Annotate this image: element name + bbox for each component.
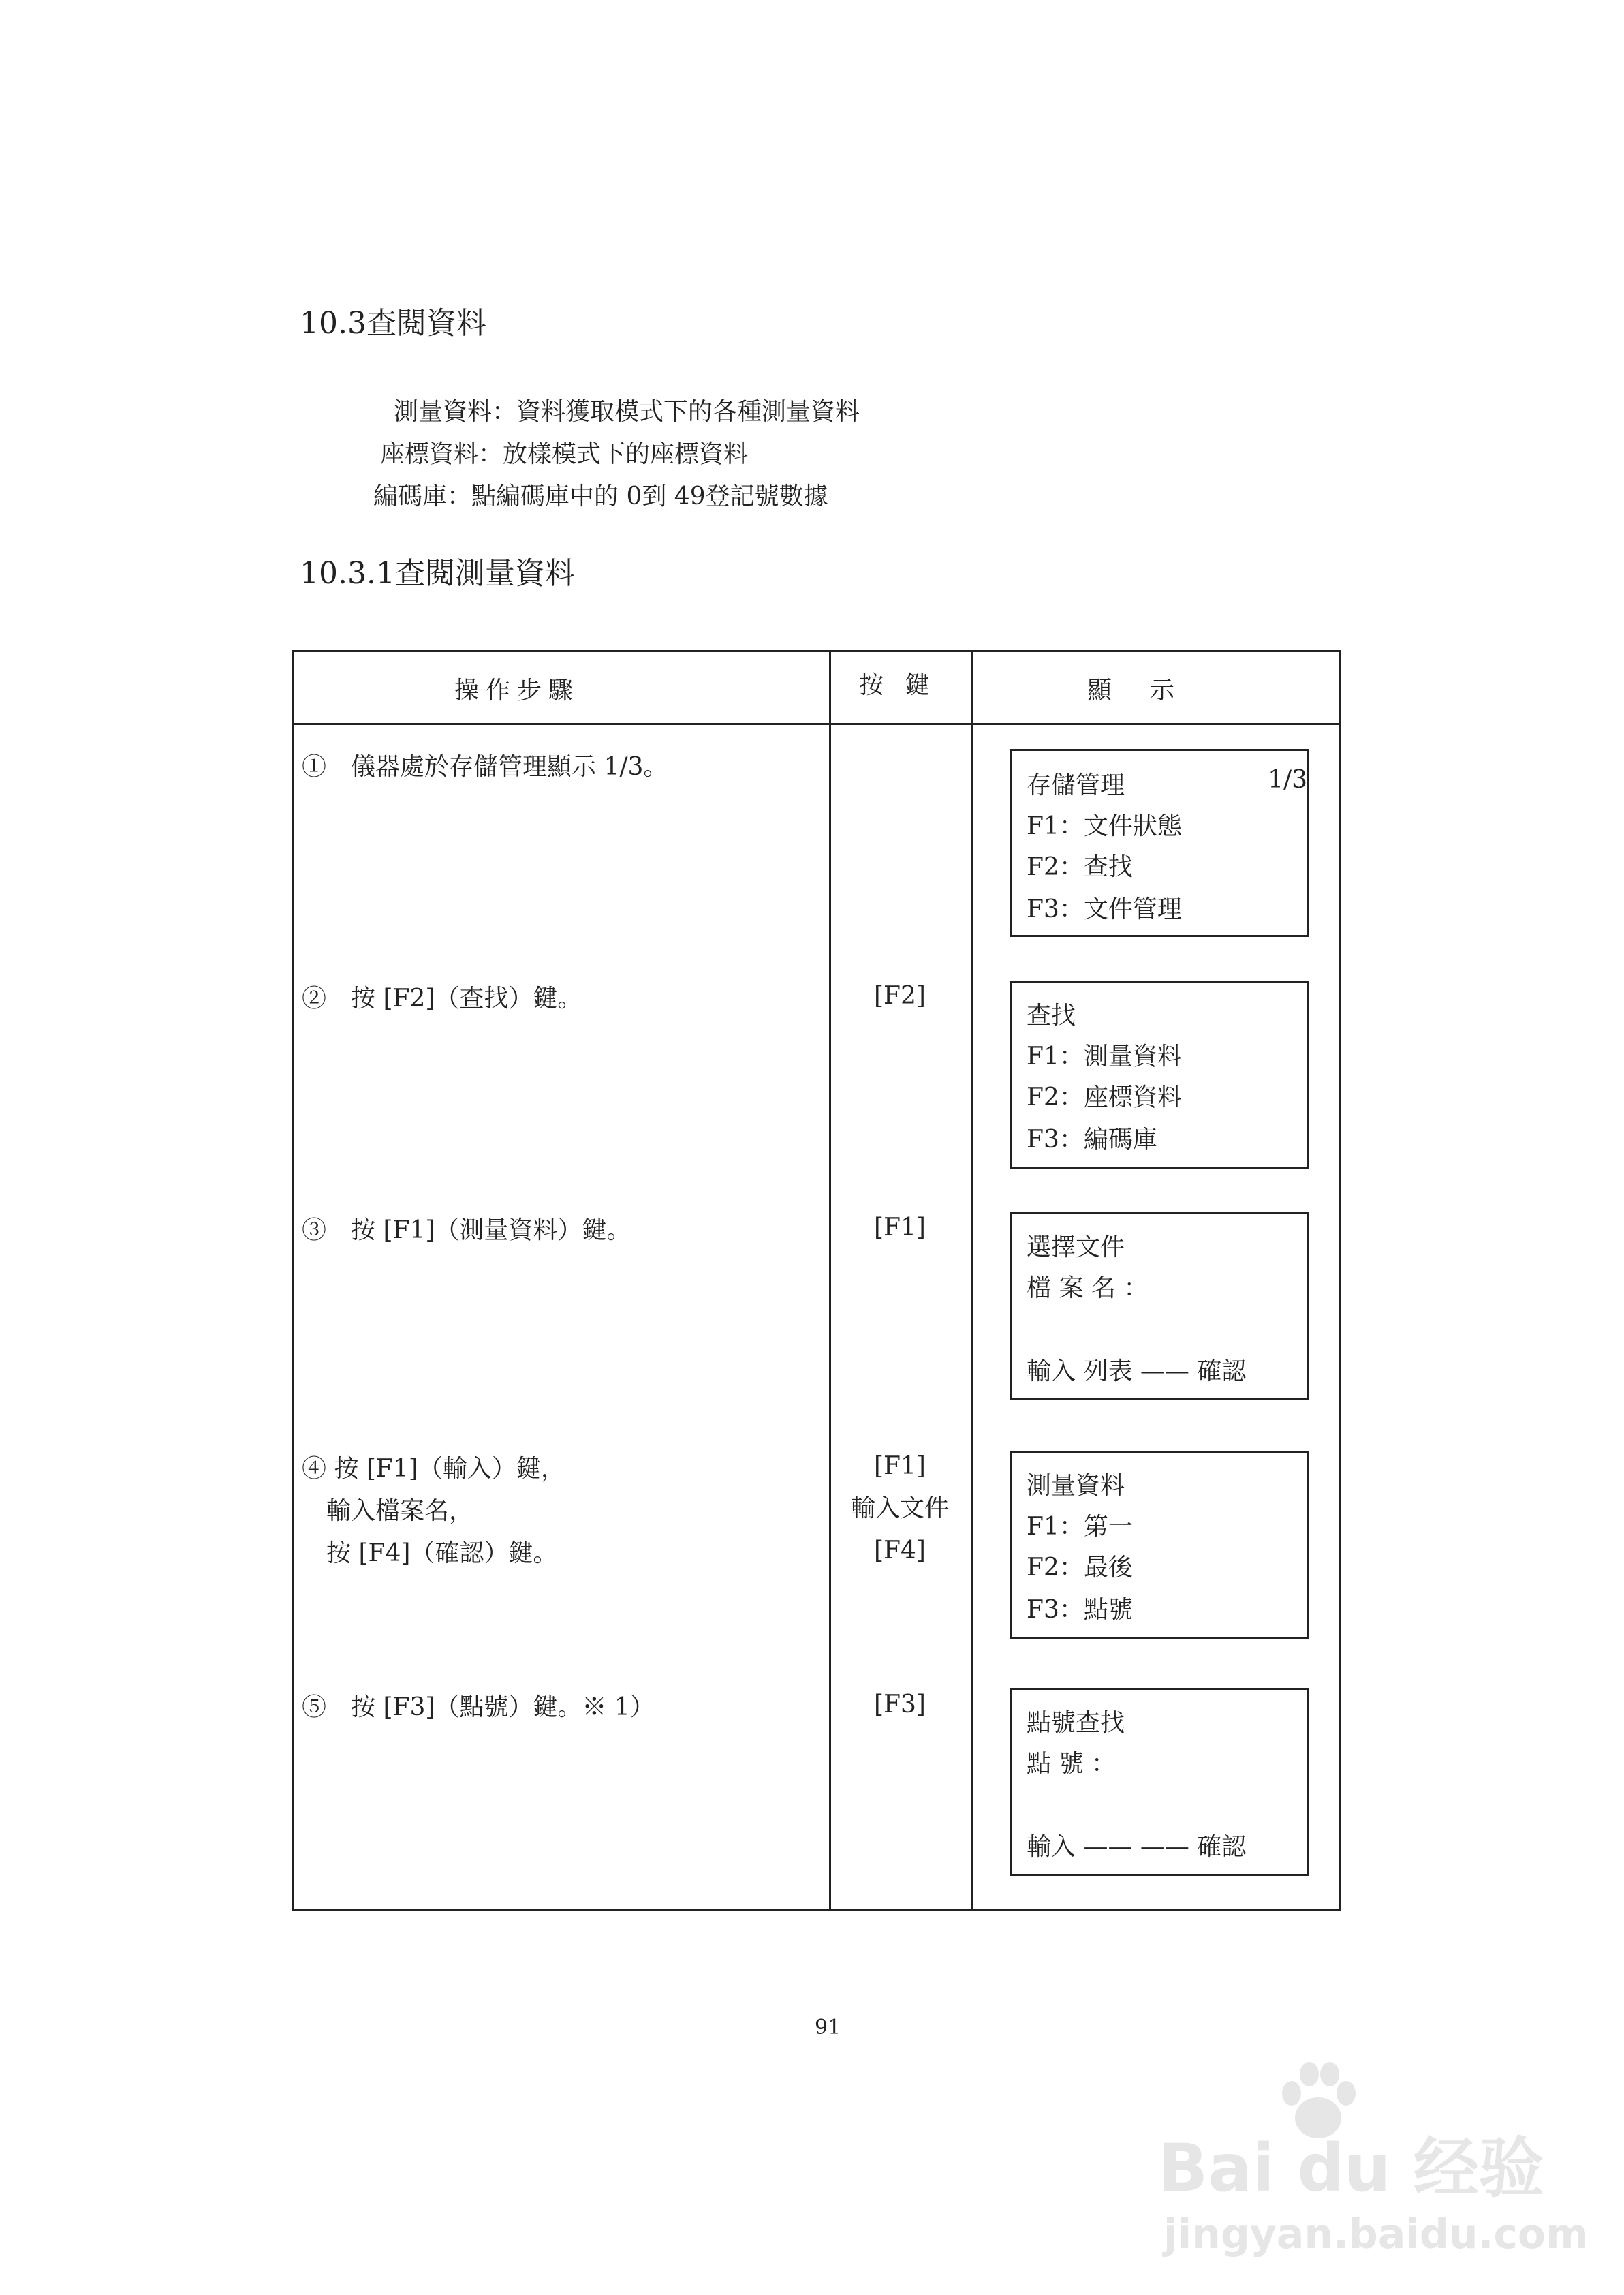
screen-title: 查找	[1027, 1002, 1076, 1030]
screen-line: F1：文件狀態	[1027, 812, 1182, 840]
screen-line: F2：最後	[1027, 1554, 1133, 1582]
header-divider	[294, 723, 1339, 725]
step-2-line: ② 按 [F2]（查找）鍵。	[302, 985, 582, 1013]
screen-page-indicator: 1/3	[1268, 766, 1307, 794]
step-1-line: ① 儀器處於存儲管理顯示 1/3。	[302, 753, 668, 781]
key-label: [F1]	[874, 1452, 926, 1480]
step-2	[302, 978, 582, 1020]
step-4-line-2: 輸入檔案名，	[302, 1497, 474, 1525]
screen-select-file	[1010, 1212, 1309, 1400]
screen-line: F3：點號	[1027, 1596, 1133, 1624]
step-5	[302, 1686, 655, 1729]
screen-softkeys: 輸入 —— —— 確認	[1027, 1833, 1247, 1861]
key-label: 輸入文件	[850, 1494, 949, 1522]
key-step-4	[829, 1445, 971, 1572]
screen-title: 測量資料	[1027, 1472, 1125, 1500]
key-step-3	[829, 1207, 971, 1249]
header-steps: 操作步驟	[454, 677, 580, 705]
screen-title: 選擇文件	[1027, 1233, 1125, 1261]
step-1	[302, 746, 668, 788]
screen-line: 檔 案 名 ：	[1027, 1274, 1149, 1302]
step-3	[302, 1210, 631, 1252]
step-4-line-3: 按 [F4]（確認）鍵。	[302, 1539, 558, 1567]
key-step-2	[829, 975, 971, 1017]
screen-softkeys: 輸入 列表 —— 確認	[1027, 1357, 1247, 1385]
screen-line: 點 號 ：	[1027, 1750, 1116, 1778]
key-step-5	[829, 1684, 971, 1726]
intro-line-1: 測量資料：資料獲取模式下的各種測量資料	[394, 398, 860, 426]
page-number: 91	[815, 2016, 841, 2039]
header-keys: 按 鍵	[859, 671, 937, 699]
step-4-line-1: ④ 按 [F1]（輸入）鍵，	[302, 1455, 565, 1483]
watermark-brand: Bai du 经验	[1158, 2130, 1544, 2206]
screen-measure-data	[1010, 1451, 1309, 1639]
key-label: [F4]	[874, 1537, 926, 1565]
step-3-line: ③ 按 [F1]（測量資料）鍵。	[302, 1216, 631, 1244]
subsection-title: 10.3.1查閱測量資料	[300, 556, 575, 591]
column-divider	[971, 652, 973, 1909]
screen-line: F2：查找	[1027, 853, 1133, 881]
screen-storage-menu	[1010, 749, 1309, 937]
screen-search-menu	[1010, 981, 1309, 1169]
screen-line: F3：文件管理	[1027, 895, 1182, 923]
key-label: [F3]	[874, 1691, 926, 1719]
key-label: [F2]	[874, 982, 926, 1010]
header-display: 顯 示	[1087, 677, 1182, 705]
screen-line: F1：測量資料	[1027, 1043, 1182, 1071]
step-5-line: ⑤ 按 [F3]（點號）鍵。※ 1）	[302, 1693, 655, 1721]
screen-line: F2：座標資料	[1027, 1083, 1182, 1111]
screen-line: F3：編碼庫	[1027, 1126, 1157, 1154]
operation-table	[292, 650, 1341, 1911]
screen-title: 點號查找	[1027, 1709, 1125, 1737]
section-title: 10.3查閱資料	[300, 306, 486, 341]
screen-title: 存儲管理	[1027, 771, 1125, 799]
key-label: [F1]	[874, 1214, 926, 1242]
watermark-url: jingyan.baidu.com	[1164, 2211, 1589, 2258]
screen-line: F1：第一	[1027, 1513, 1133, 1541]
intro-line-2: 座標資料：放樣模式下的座標資料	[380, 440, 749, 468]
intro-line-3: 編碼庫：點編碼庫中的 0到 49登記號數據	[373, 482, 828, 510]
step-4	[302, 1448, 565, 1575]
screen-point-search	[1010, 1688, 1309, 1876]
